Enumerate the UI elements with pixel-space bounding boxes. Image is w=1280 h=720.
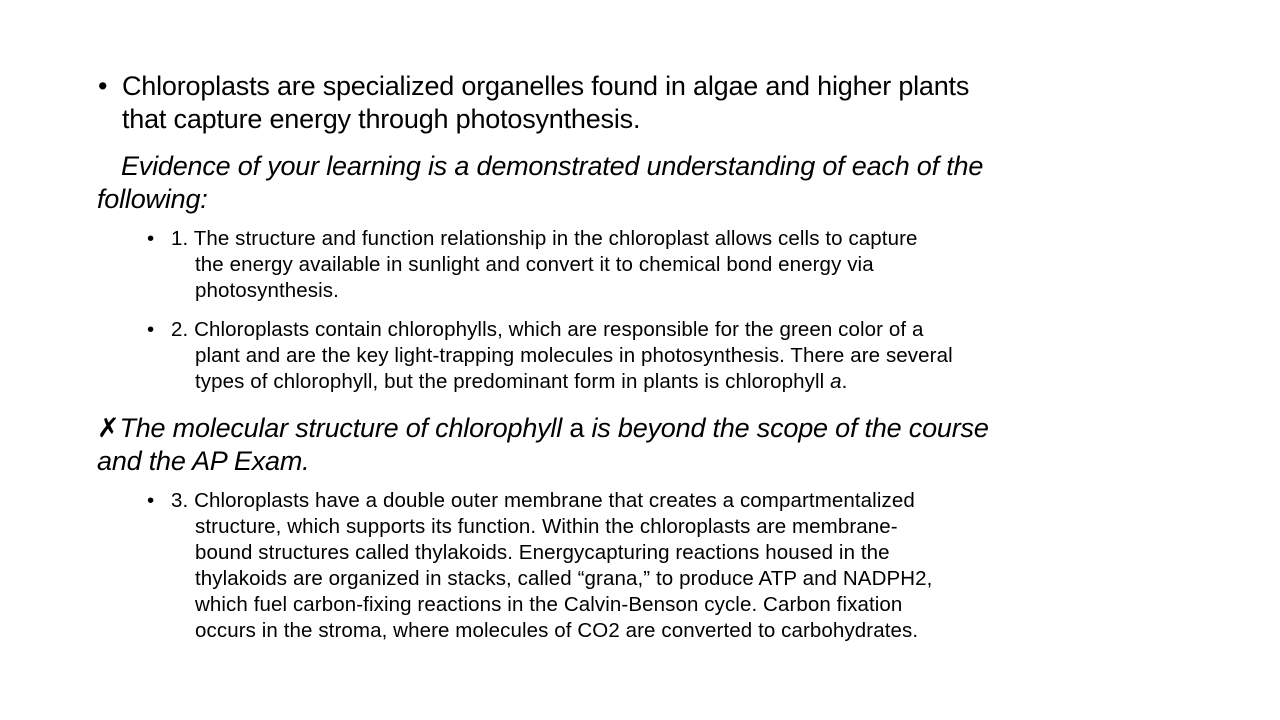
exclusion-part-2: a <box>569 413 585 443</box>
item-3-line-4: thylakoids are organized in stacks, called “grana,” to produce ATP and NADPH2, <box>195 567 933 590</box>
list-item-2 <box>147 317 1181 395</box>
bullet-dot: • <box>147 318 155 341</box>
item-2-line-1: 2. Chloroplasts contain chlorophylls, which are responsible for the green color of a <box>171 318 924 341</box>
item-1-line-1: 1. The structure and function relationship in the chloroplast allows cells to capture <box>171 227 918 250</box>
evidence-line-2: following: <box>97 184 208 214</box>
exclusion-part-3: is beyond the scope of the course <box>584 413 989 443</box>
item-3-line-5: which fuel carbon-fixing reactions in the Calvin-Benson cycle. Carbon fixation <box>195 593 903 616</box>
evidence-heading <box>97 150 1187 216</box>
item-3-line-6: occurs in the stroma, where molecules of CO2 are converted to carbohydrates. <box>195 619 919 642</box>
item-3-line-1: 3. Chloroplasts have a double outer membrane that creates a compartmentalized <box>171 489 915 512</box>
item-1-line-3: photosynthesis. <box>195 279 339 302</box>
list-item-3 <box>147 488 1181 644</box>
item-3-line-3: bound structures called thylakoids. Energycapturing reactions housed in the <box>195 541 890 564</box>
item-2-line-3-prefix: types of chlorophyll, but the predominant form in plants is chlorophyll <box>195 370 831 393</box>
item-2-line-3-italic: a <box>830 370 842 393</box>
bullet-dot: • <box>147 489 155 512</box>
cross-icon: ✗ <box>97 413 120 443</box>
exclusion-statement <box>97 412 1187 478</box>
intro-bullet-line-1: Chloroplasts are specialized organelles found in algae and higher plants <box>122 71 970 101</box>
intro-bullet-line-2: that capture energy through photosynthesis. <box>122 104 641 134</box>
bullet-dot: • <box>147 227 155 250</box>
item-2-line-3 <box>171 369 1181 395</box>
item-1-line-2: the energy available in sunlight and convert it to chemical bond energy via <box>195 253 874 276</box>
bullet-dot: • <box>98 71 108 101</box>
exclusion-part-1: The molecular structure of chlorophyll <box>119 413 570 443</box>
item-3-line-2: structure, which supports its function. Within the chloroplasts are membrane- <box>195 515 898 538</box>
item-2-line-2: plant and are the key light-trapping molecules in photosynthesis. There are several <box>195 344 953 367</box>
list-item-1 <box>147 226 1181 304</box>
exclusion-line-2: and the AP Exam. <box>97 446 310 476</box>
evidence-line-1: Evidence of your learning is a demonstrated understanding of each of the <box>121 151 984 181</box>
item-2-line-3-suffix: . <box>841 370 848 393</box>
intro-bullet <box>98 70 1162 136</box>
